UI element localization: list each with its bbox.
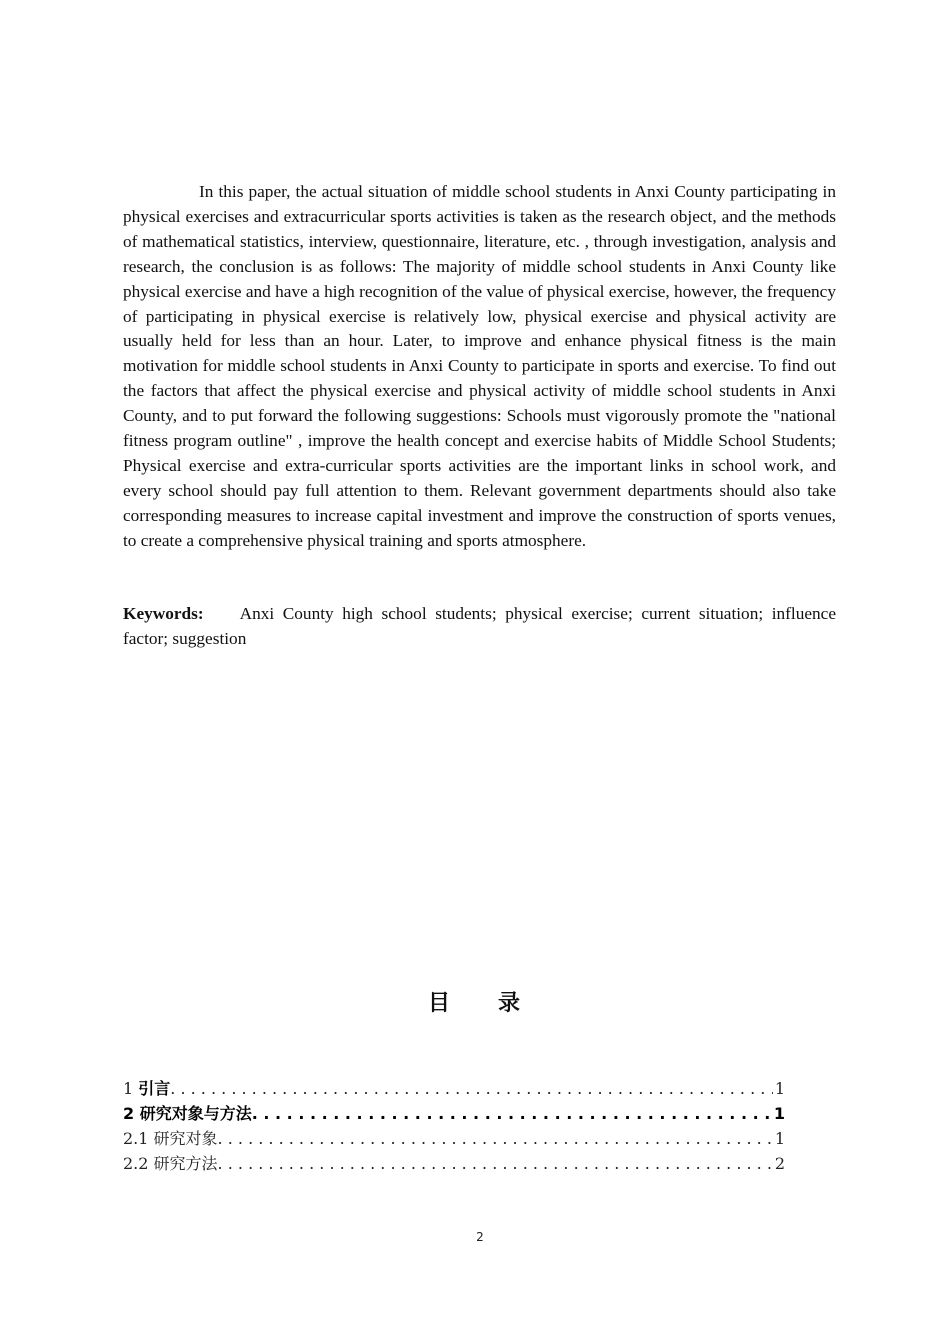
toc-entry-label: 研究对象	[153, 1128, 218, 1148]
toc-entry-number: 2.2	[123, 1153, 154, 1173]
toc-entry-label: 研究对象与方法	[139, 1103, 252, 1123]
table-of-contents	[123, 1077, 785, 1177]
toc-leader-dots	[218, 1152, 773, 1177]
toc-leader-dots	[252, 1102, 772, 1127]
keywords-label: Keywords:	[123, 604, 204, 623]
toc-entry-methods[interactable]	[123, 1152, 785, 1177]
toc-title	[0, 986, 950, 1017]
toc-title-left: 目	[427, 991, 452, 1016]
toc-entry-page: 2	[774, 1153, 785, 1173]
toc-entry-page: 1	[774, 1079, 785, 1098]
page-number: 2	[476, 1230, 484, 1244]
toc-entry-intro[interactable]	[123, 1077, 785, 1102]
toc-entry-page: 1	[773, 1103, 785, 1123]
keywords-text: Anxi County high school students; physical exercise; current situation; influence factor; suggestion	[123, 604, 836, 648]
toc-leader-dots	[218, 1127, 773, 1152]
toc-entry-number: 2.1	[123, 1128, 154, 1148]
toc-entry-page: 1	[774, 1128, 785, 1148]
toc-entry-number: 2	[123, 1103, 140, 1123]
toc-entry-label: 研究方法	[153, 1153, 218, 1173]
toc-entry-label: 引言	[138, 1079, 171, 1098]
toc-entry-objects-methods[interactable]	[123, 1102, 785, 1127]
toc-title-right: 录	[498, 991, 523, 1016]
abstract-paragraph: In this paper, the actual situation of middle school students in Anxi County participating in physical exercises and extracurricular sports activities is taken as the research object, and the methods of mathematical statistics, interview, questionnaire, literature, etc. , through investigation, analysis and research, the conclusion is as follows: The majority of middle school students in Anxi County like physical exercise and have a high recognition of the value of physical exercise, however, the frequency of participating in physical exercise is relatively low, physical exercise and physical activity are usually held for less than an hour. Later, to improve and enhance physical fitness is the main motivation for middle school students in Anxi County to participate in sports and exercise. To find out the factors that affect the physical exercise and physical activity of middle school students in Anxi County, and to put forward the following suggestions: Schools must vigorously promote the "national fitness program outline" , improve the health concept and exercise habits of Middle School Students; Physical exercise and extra-curricular sports activities are the important links in school work, and every school should pay full attention to them. Relevant government departments should also take corresponding measures to increase capital investment and improve the construction of sports venues, to create a comprehensive physical training and sports atmosphere.	[123, 182, 836, 550]
toc-leader-dots	[170, 1077, 773, 1102]
abstract-body	[123, 180, 836, 554]
toc-entry-objects[interactable]	[123, 1127, 785, 1152]
toc-entry-number: 1	[123, 1079, 139, 1098]
keywords-line	[123, 602, 836, 652]
